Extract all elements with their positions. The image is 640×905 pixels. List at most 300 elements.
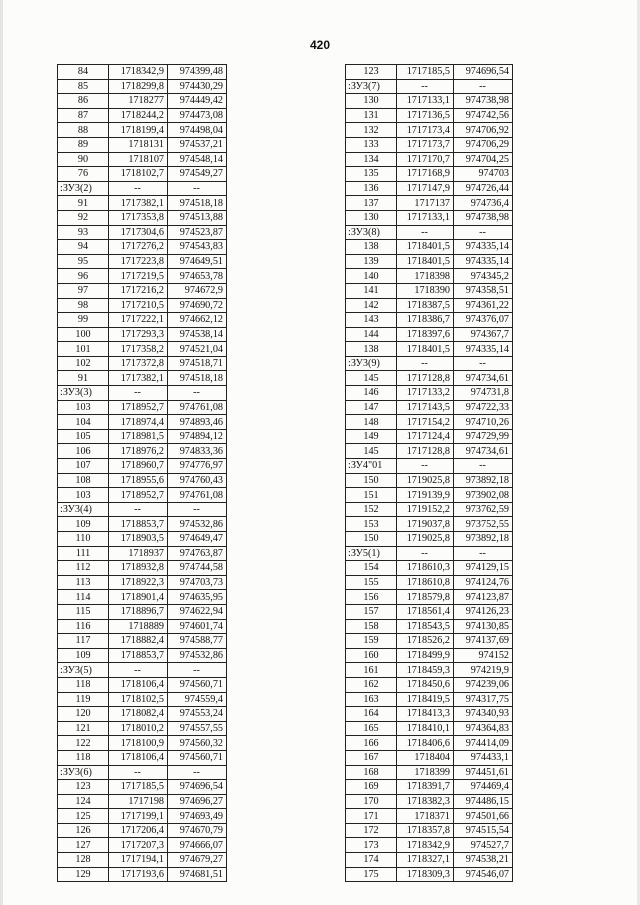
- section-label-cell: :ЗУ3(2): [58, 181, 109, 196]
- y-coordinate-cell: 974729,99: [454, 429, 513, 444]
- x-coordinate-cell: 1717124,4: [397, 429, 454, 444]
- x-coordinate-cell: 1717216,2: [109, 283, 168, 298]
- point-number-cell: 76: [58, 167, 109, 182]
- point-number-cell: 103: [58, 400, 109, 415]
- point-number-cell: 100: [58, 327, 109, 342]
- x-coordinate-cell: 1718401,5: [397, 342, 454, 357]
- table-row: [346, 108, 513, 123]
- point-number-cell: 150: [346, 473, 397, 488]
- point-number-cell: 127: [58, 838, 109, 853]
- x-coordinate-cell: 1718102,7: [109, 167, 168, 182]
- section-label-row: [346, 79, 513, 94]
- x-coordinate-cell: 1718010,2: [109, 721, 168, 736]
- section-label-row: [346, 546, 513, 561]
- coordinates-table-right: [345, 64, 513, 882]
- y-coordinate-cell: 974414,09: [454, 736, 513, 751]
- table-row: [58, 283, 227, 298]
- table-row: [346, 590, 513, 605]
- y-coordinate-cell: 974696,27: [168, 794, 227, 809]
- x-coordinate-cell: 1718896,7: [109, 604, 168, 619]
- table-row: [346, 298, 513, 313]
- x-coordinate-cell: 1717128,8: [397, 371, 454, 386]
- y-coordinate-cell: --: [454, 225, 513, 240]
- x-coordinate-cell: 1718399: [397, 765, 454, 780]
- point-number-cell: 85: [58, 79, 109, 94]
- x-coordinate-cell: 1717293,3: [109, 327, 168, 342]
- x-coordinate-cell: 1718853,7: [109, 648, 168, 663]
- point-number-cell: 166: [346, 736, 397, 751]
- y-coordinate-cell: 974345,2: [454, 269, 513, 284]
- point-number-cell: 96: [58, 269, 109, 284]
- point-number-cell: 109: [58, 517, 109, 532]
- y-coordinate-cell: 974527,7: [454, 838, 513, 853]
- table-row: [346, 444, 513, 459]
- table-row: [346, 65, 513, 80]
- table-row: [346, 342, 513, 357]
- y-coordinate-cell: 974473,08: [168, 108, 227, 123]
- x-coordinate-cell: 1718102,5: [109, 692, 168, 707]
- table-row: [58, 648, 227, 663]
- point-number-cell: 123: [346, 65, 397, 80]
- point-number-cell: 116: [58, 619, 109, 634]
- x-coordinate-cell: 1717133,1: [397, 210, 454, 225]
- x-coordinate-cell: 1718952,7: [109, 488, 168, 503]
- x-coordinate-cell: 1717382,1: [109, 196, 168, 211]
- point-number-cell: 117: [58, 634, 109, 649]
- y-coordinate-cell: 974523,87: [168, 225, 227, 240]
- point-number-cell: 87: [58, 108, 109, 123]
- x-coordinate-cell: 1718082,4: [109, 707, 168, 722]
- table-row: [58, 459, 227, 474]
- y-coordinate-cell: 974681,51: [168, 867, 227, 882]
- table-row: [58, 780, 227, 795]
- x-coordinate-cell: 1717210,5: [109, 298, 168, 313]
- point-number-cell: 154: [346, 561, 397, 576]
- x-coordinate-cell: 1718401,5: [397, 254, 454, 269]
- point-number-cell: 110: [58, 532, 109, 547]
- x-coordinate-cell: 1718100,9: [109, 736, 168, 751]
- table-row: [58, 356, 227, 371]
- point-number-cell: 129: [58, 867, 109, 882]
- x-coordinate-cell: 1718309,3: [397, 867, 454, 882]
- y-coordinate-cell: 974693,49: [168, 809, 227, 824]
- point-number-cell: 131: [346, 108, 397, 123]
- x-coordinate-cell: --: [397, 225, 454, 240]
- point-number-cell: 120: [58, 707, 109, 722]
- point-number-cell: 171: [346, 809, 397, 824]
- point-number-cell: 139: [346, 254, 397, 269]
- table-row: [58, 853, 227, 868]
- y-coordinate-cell: 974635,95: [168, 590, 227, 605]
- point-number-cell: 121: [58, 721, 109, 736]
- table-row: [58, 444, 227, 459]
- y-coordinate-cell: 974518,18: [168, 371, 227, 386]
- y-coordinate-cell: 974653,78: [168, 269, 227, 284]
- point-number-cell: 157: [346, 604, 397, 619]
- table-row: [58, 79, 227, 94]
- x-coordinate-cell: 1717206,4: [109, 823, 168, 838]
- table-row: [58, 371, 227, 386]
- x-coordinate-cell: --: [109, 502, 168, 517]
- table-row: [346, 634, 513, 649]
- table-row: [346, 327, 513, 342]
- x-coordinate-cell: 1719152,2: [397, 502, 454, 517]
- section-label-cell: :ЗУ4"01: [346, 459, 397, 474]
- y-coordinate-cell: --: [168, 663, 227, 678]
- y-coordinate-cell: 974731,8: [454, 386, 513, 401]
- table-row: [346, 415, 513, 430]
- table-row: [346, 269, 513, 284]
- table-row: [58, 604, 227, 619]
- y-coordinate-cell: 974776,97: [168, 459, 227, 474]
- y-coordinate-cell: 974543,83: [168, 240, 227, 255]
- page-edge-left: [0, 0, 3, 905]
- section-label-row: [58, 386, 227, 401]
- y-coordinate-cell: 974515,54: [454, 823, 513, 838]
- point-number-cell: 124: [58, 794, 109, 809]
- x-coordinate-cell: 1717136,5: [397, 108, 454, 123]
- table-row: [346, 152, 513, 167]
- table-row: [58, 546, 227, 561]
- table-row: [346, 604, 513, 619]
- table-row: [346, 371, 513, 386]
- table-row: [58, 707, 227, 722]
- x-coordinate-cell: 1718450,6: [397, 677, 454, 692]
- table-row: [346, 94, 513, 109]
- x-coordinate-cell: 1718901,4: [109, 590, 168, 605]
- y-coordinate-cell: 974498,04: [168, 123, 227, 138]
- point-number-cell: 105: [58, 429, 109, 444]
- y-coordinate-cell: 974451,61: [454, 765, 513, 780]
- x-coordinate-cell: 1718106,4: [109, 677, 168, 692]
- point-number-cell: 151: [346, 488, 397, 503]
- point-number-cell: 130: [346, 94, 397, 109]
- table-row: [58, 152, 227, 167]
- y-coordinate-cell: 973892,18: [454, 532, 513, 547]
- y-coordinate-cell: 974549,27: [168, 167, 227, 182]
- y-coordinate-cell: 974361,22: [454, 298, 513, 313]
- x-coordinate-cell: 1717358,2: [109, 342, 168, 357]
- page-number: 420: [309, 38, 331, 52]
- table-row: [58, 196, 227, 211]
- y-coordinate-cell: 974893,46: [168, 415, 227, 430]
- y-coordinate-cell: 974219,9: [454, 663, 513, 678]
- x-coordinate-cell: 1717223,8: [109, 254, 168, 269]
- section-label-row: [58, 502, 227, 517]
- x-coordinate-cell: --: [109, 663, 168, 678]
- point-number-cell: 169: [346, 780, 397, 795]
- point-number-cell: 141: [346, 283, 397, 298]
- x-coordinate-cell: 1718960,7: [109, 459, 168, 474]
- section-label-cell: :ЗУ3(7): [346, 79, 397, 94]
- y-coordinate-cell: 974538,21: [454, 853, 513, 868]
- point-number-cell: 135: [346, 167, 397, 182]
- y-coordinate-cell: 974358,51: [454, 283, 513, 298]
- table-row: [346, 196, 513, 211]
- point-number-cell: 138: [346, 240, 397, 255]
- x-coordinate-cell: 1717304,6: [109, 225, 168, 240]
- x-coordinate-cell: --: [397, 546, 454, 561]
- y-coordinate-cell: 974734,61: [454, 371, 513, 386]
- y-coordinate-cell: 973902,08: [454, 488, 513, 503]
- table-row: [346, 254, 513, 269]
- point-number-cell: 91: [58, 196, 109, 211]
- table-row: [346, 721, 513, 736]
- y-coordinate-cell: 974433,1: [454, 750, 513, 765]
- point-number-cell: 98: [58, 298, 109, 313]
- table-row: [346, 429, 513, 444]
- table-row: [346, 123, 513, 138]
- table-row: [58, 823, 227, 838]
- point-number-cell: 155: [346, 575, 397, 590]
- point-number-cell: 104: [58, 415, 109, 430]
- x-coordinate-cell: 1718398: [397, 269, 454, 284]
- y-coordinate-cell: 974761,08: [168, 400, 227, 415]
- y-coordinate-cell: 974690,72: [168, 298, 227, 313]
- table-row: [346, 765, 513, 780]
- y-coordinate-cell: 974722,33: [454, 400, 513, 415]
- table-row: [346, 780, 513, 795]
- y-coordinate-cell: 974513,88: [168, 210, 227, 225]
- point-number-cell: 150: [346, 532, 397, 547]
- y-coordinate-cell: 974696,54: [168, 780, 227, 795]
- point-number-cell: 130: [346, 210, 397, 225]
- point-number-cell: 164: [346, 707, 397, 722]
- table-row: [58, 415, 227, 430]
- section-label-row: [346, 356, 513, 371]
- y-coordinate-cell: --: [454, 79, 513, 94]
- point-number-cell: 159: [346, 634, 397, 649]
- coordinates-table-left: [57, 64, 227, 882]
- x-coordinate-cell: 1719037,8: [397, 517, 454, 532]
- y-coordinate-cell: 974726,44: [454, 181, 513, 196]
- point-number-cell: 138: [346, 342, 397, 357]
- x-coordinate-cell: 1717207,3: [109, 838, 168, 853]
- x-coordinate-cell: 1718299,8: [109, 79, 168, 94]
- point-number-cell: 173: [346, 838, 397, 853]
- table-row: [58, 692, 227, 707]
- y-coordinate-cell: 974501,66: [454, 809, 513, 824]
- table-row: [346, 181, 513, 196]
- table-row: [346, 386, 513, 401]
- y-coordinate-cell: 974317,75: [454, 692, 513, 707]
- x-coordinate-cell: 1717154,2: [397, 415, 454, 430]
- table-row: [346, 677, 513, 692]
- point-number-cell: 162: [346, 677, 397, 692]
- table-row: [58, 517, 227, 532]
- point-number-cell: 147: [346, 400, 397, 415]
- y-coordinate-cell: 974833,36: [168, 444, 227, 459]
- point-number-cell: 172: [346, 823, 397, 838]
- y-coordinate-cell: 974364,83: [454, 721, 513, 736]
- table-row: [346, 648, 513, 663]
- table-row: [58, 313, 227, 328]
- table-row: [58, 561, 227, 576]
- y-coordinate-cell: 974704,25: [454, 152, 513, 167]
- point-number-cell: 132: [346, 123, 397, 138]
- point-number-cell: 170: [346, 794, 397, 809]
- point-number-cell: 86: [58, 94, 109, 109]
- table-row: [58, 488, 227, 503]
- point-number-cell: 140: [346, 269, 397, 284]
- y-coordinate-cell: 974340,93: [454, 707, 513, 722]
- point-number-cell: 123: [58, 780, 109, 795]
- x-coordinate-cell: 1718932,8: [109, 561, 168, 576]
- point-number-cell: 137: [346, 196, 397, 211]
- table-row: [58, 94, 227, 109]
- point-number-cell: 175: [346, 867, 397, 882]
- table-row: [58, 838, 227, 853]
- point-number-cell: 152: [346, 502, 397, 517]
- point-number-cell: 109: [58, 648, 109, 663]
- point-number-cell: 108: [58, 473, 109, 488]
- point-number-cell: 144: [346, 327, 397, 342]
- table-row: [58, 532, 227, 547]
- x-coordinate-cell: 1719025,8: [397, 532, 454, 547]
- y-coordinate-cell: 974706,92: [454, 123, 513, 138]
- point-number-cell: 101: [58, 342, 109, 357]
- point-number-cell: 84: [58, 65, 109, 80]
- x-coordinate-cell: 1718386,7: [397, 313, 454, 328]
- x-coordinate-cell: --: [109, 765, 168, 780]
- table-row: [346, 867, 513, 882]
- y-coordinate-cell: 974738,98: [454, 210, 513, 225]
- x-coordinate-cell: 1718561,4: [397, 604, 454, 619]
- point-number-cell: 165: [346, 721, 397, 736]
- y-coordinate-cell: 974486,15: [454, 794, 513, 809]
- y-coordinate-cell: 974670,79: [168, 823, 227, 838]
- point-number-cell: 115: [58, 604, 109, 619]
- point-number-cell: 93: [58, 225, 109, 240]
- y-coordinate-cell: 974706,29: [454, 137, 513, 152]
- y-coordinate-cell: 973892,18: [454, 473, 513, 488]
- section-label-row: [58, 765, 227, 780]
- table-row: [58, 721, 227, 736]
- x-coordinate-cell: 1718952,7: [109, 400, 168, 415]
- x-coordinate-cell: 1717372,8: [109, 356, 168, 371]
- point-number-cell: 90: [58, 152, 109, 167]
- x-coordinate-cell: 1718882,4: [109, 634, 168, 649]
- x-coordinate-cell: 1718610,8: [397, 575, 454, 590]
- x-coordinate-cell: 1718903,5: [109, 532, 168, 547]
- y-coordinate-cell: 974763,87: [168, 546, 227, 561]
- x-coordinate-cell: 1717128,8: [397, 444, 454, 459]
- y-coordinate-cell: 974738,98: [454, 94, 513, 109]
- x-coordinate-cell: 1717185,5: [109, 780, 168, 795]
- y-coordinate-cell: 974126,23: [454, 604, 513, 619]
- table-row: [58, 867, 227, 882]
- x-coordinate-cell: --: [397, 459, 454, 474]
- y-coordinate-cell: 974335,14: [454, 342, 513, 357]
- point-number-cell: 119: [58, 692, 109, 707]
- point-number-cell: 168: [346, 765, 397, 780]
- point-number-cell: 111: [58, 546, 109, 561]
- x-coordinate-cell: 1718404: [397, 750, 454, 765]
- y-coordinate-cell: 974622,94: [168, 604, 227, 619]
- y-coordinate-cell: 974367,7: [454, 327, 513, 342]
- point-number-cell: 112: [58, 561, 109, 576]
- table-row: [58, 473, 227, 488]
- y-coordinate-cell: 974518,71: [168, 356, 227, 371]
- x-coordinate-cell: 1718981,5: [109, 429, 168, 444]
- point-number-cell: 156: [346, 590, 397, 605]
- point-number-cell: 143: [346, 313, 397, 328]
- y-coordinate-cell: 974546,07: [454, 867, 513, 882]
- x-coordinate-cell: 1717185,5: [397, 65, 454, 80]
- y-coordinate-cell: 974548,14: [168, 152, 227, 167]
- y-coordinate-cell: 974662,12: [168, 313, 227, 328]
- y-coordinate-cell: 974761,08: [168, 488, 227, 503]
- y-coordinate-cell: 973752,55: [454, 517, 513, 532]
- x-coordinate-cell: 1717353,8: [109, 210, 168, 225]
- y-coordinate-cell: 974649,47: [168, 532, 227, 547]
- table-row: [58, 750, 227, 765]
- y-coordinate-cell: 974430,29: [168, 79, 227, 94]
- table-row: [346, 823, 513, 838]
- y-coordinate-cell: 974532,86: [168, 517, 227, 532]
- x-coordinate-cell: 1717198: [109, 794, 168, 809]
- table-row: [346, 473, 513, 488]
- table-row: [58, 677, 227, 692]
- point-number-cell: 148: [346, 415, 397, 430]
- y-coordinate-cell: --: [168, 502, 227, 517]
- section-label-cell: :ЗУ3(9): [346, 356, 397, 371]
- x-coordinate-cell: 1718382,3: [397, 794, 454, 809]
- x-coordinate-cell: 1717194,1: [109, 853, 168, 868]
- point-number-cell: 92: [58, 210, 109, 225]
- x-coordinate-cell: 1718579,8: [397, 590, 454, 605]
- y-coordinate-cell: 974703,73: [168, 575, 227, 590]
- point-number-cell: 94: [58, 240, 109, 255]
- x-coordinate-cell: 1718526,2: [397, 634, 454, 649]
- x-coordinate-cell: 1719139,9: [397, 488, 454, 503]
- point-number-cell: 113: [58, 575, 109, 590]
- table-row: [346, 167, 513, 182]
- x-coordinate-cell: 1717219,5: [109, 269, 168, 284]
- y-coordinate-cell: 974537,21: [168, 137, 227, 152]
- table-row: [346, 137, 513, 152]
- table-row: [346, 707, 513, 722]
- table-row: [58, 298, 227, 313]
- x-coordinate-cell: 1718342,9: [109, 65, 168, 80]
- y-coordinate-cell: 974760,43: [168, 473, 227, 488]
- x-coordinate-cell: 1718410,1: [397, 721, 454, 736]
- point-number-cell: 167: [346, 750, 397, 765]
- x-coordinate-cell: --: [109, 181, 168, 196]
- point-number-cell: 88: [58, 123, 109, 138]
- table-row: [58, 240, 227, 255]
- x-coordinate-cell: 1718937: [109, 546, 168, 561]
- y-coordinate-cell: 974399,48: [168, 65, 227, 80]
- table-row: [58, 327, 227, 342]
- y-coordinate-cell: 974137,69: [454, 634, 513, 649]
- point-number-cell: 149: [346, 429, 397, 444]
- x-coordinate-cell: 1717168,9: [397, 167, 454, 182]
- table-row: [346, 400, 513, 415]
- x-coordinate-cell: 1717173,4: [397, 123, 454, 138]
- point-number-cell: 114: [58, 590, 109, 605]
- x-coordinate-cell: 1717143,5: [397, 400, 454, 415]
- table-row: [346, 283, 513, 298]
- table-row: [346, 663, 513, 678]
- y-coordinate-cell: --: [454, 356, 513, 371]
- x-coordinate-cell: 1718889: [109, 619, 168, 634]
- x-coordinate-cell: 1718397,6: [397, 327, 454, 342]
- point-number-cell: 161: [346, 663, 397, 678]
- section-label-row: [58, 181, 227, 196]
- x-coordinate-cell: 1718976,2: [109, 444, 168, 459]
- point-number-cell: 97: [58, 283, 109, 298]
